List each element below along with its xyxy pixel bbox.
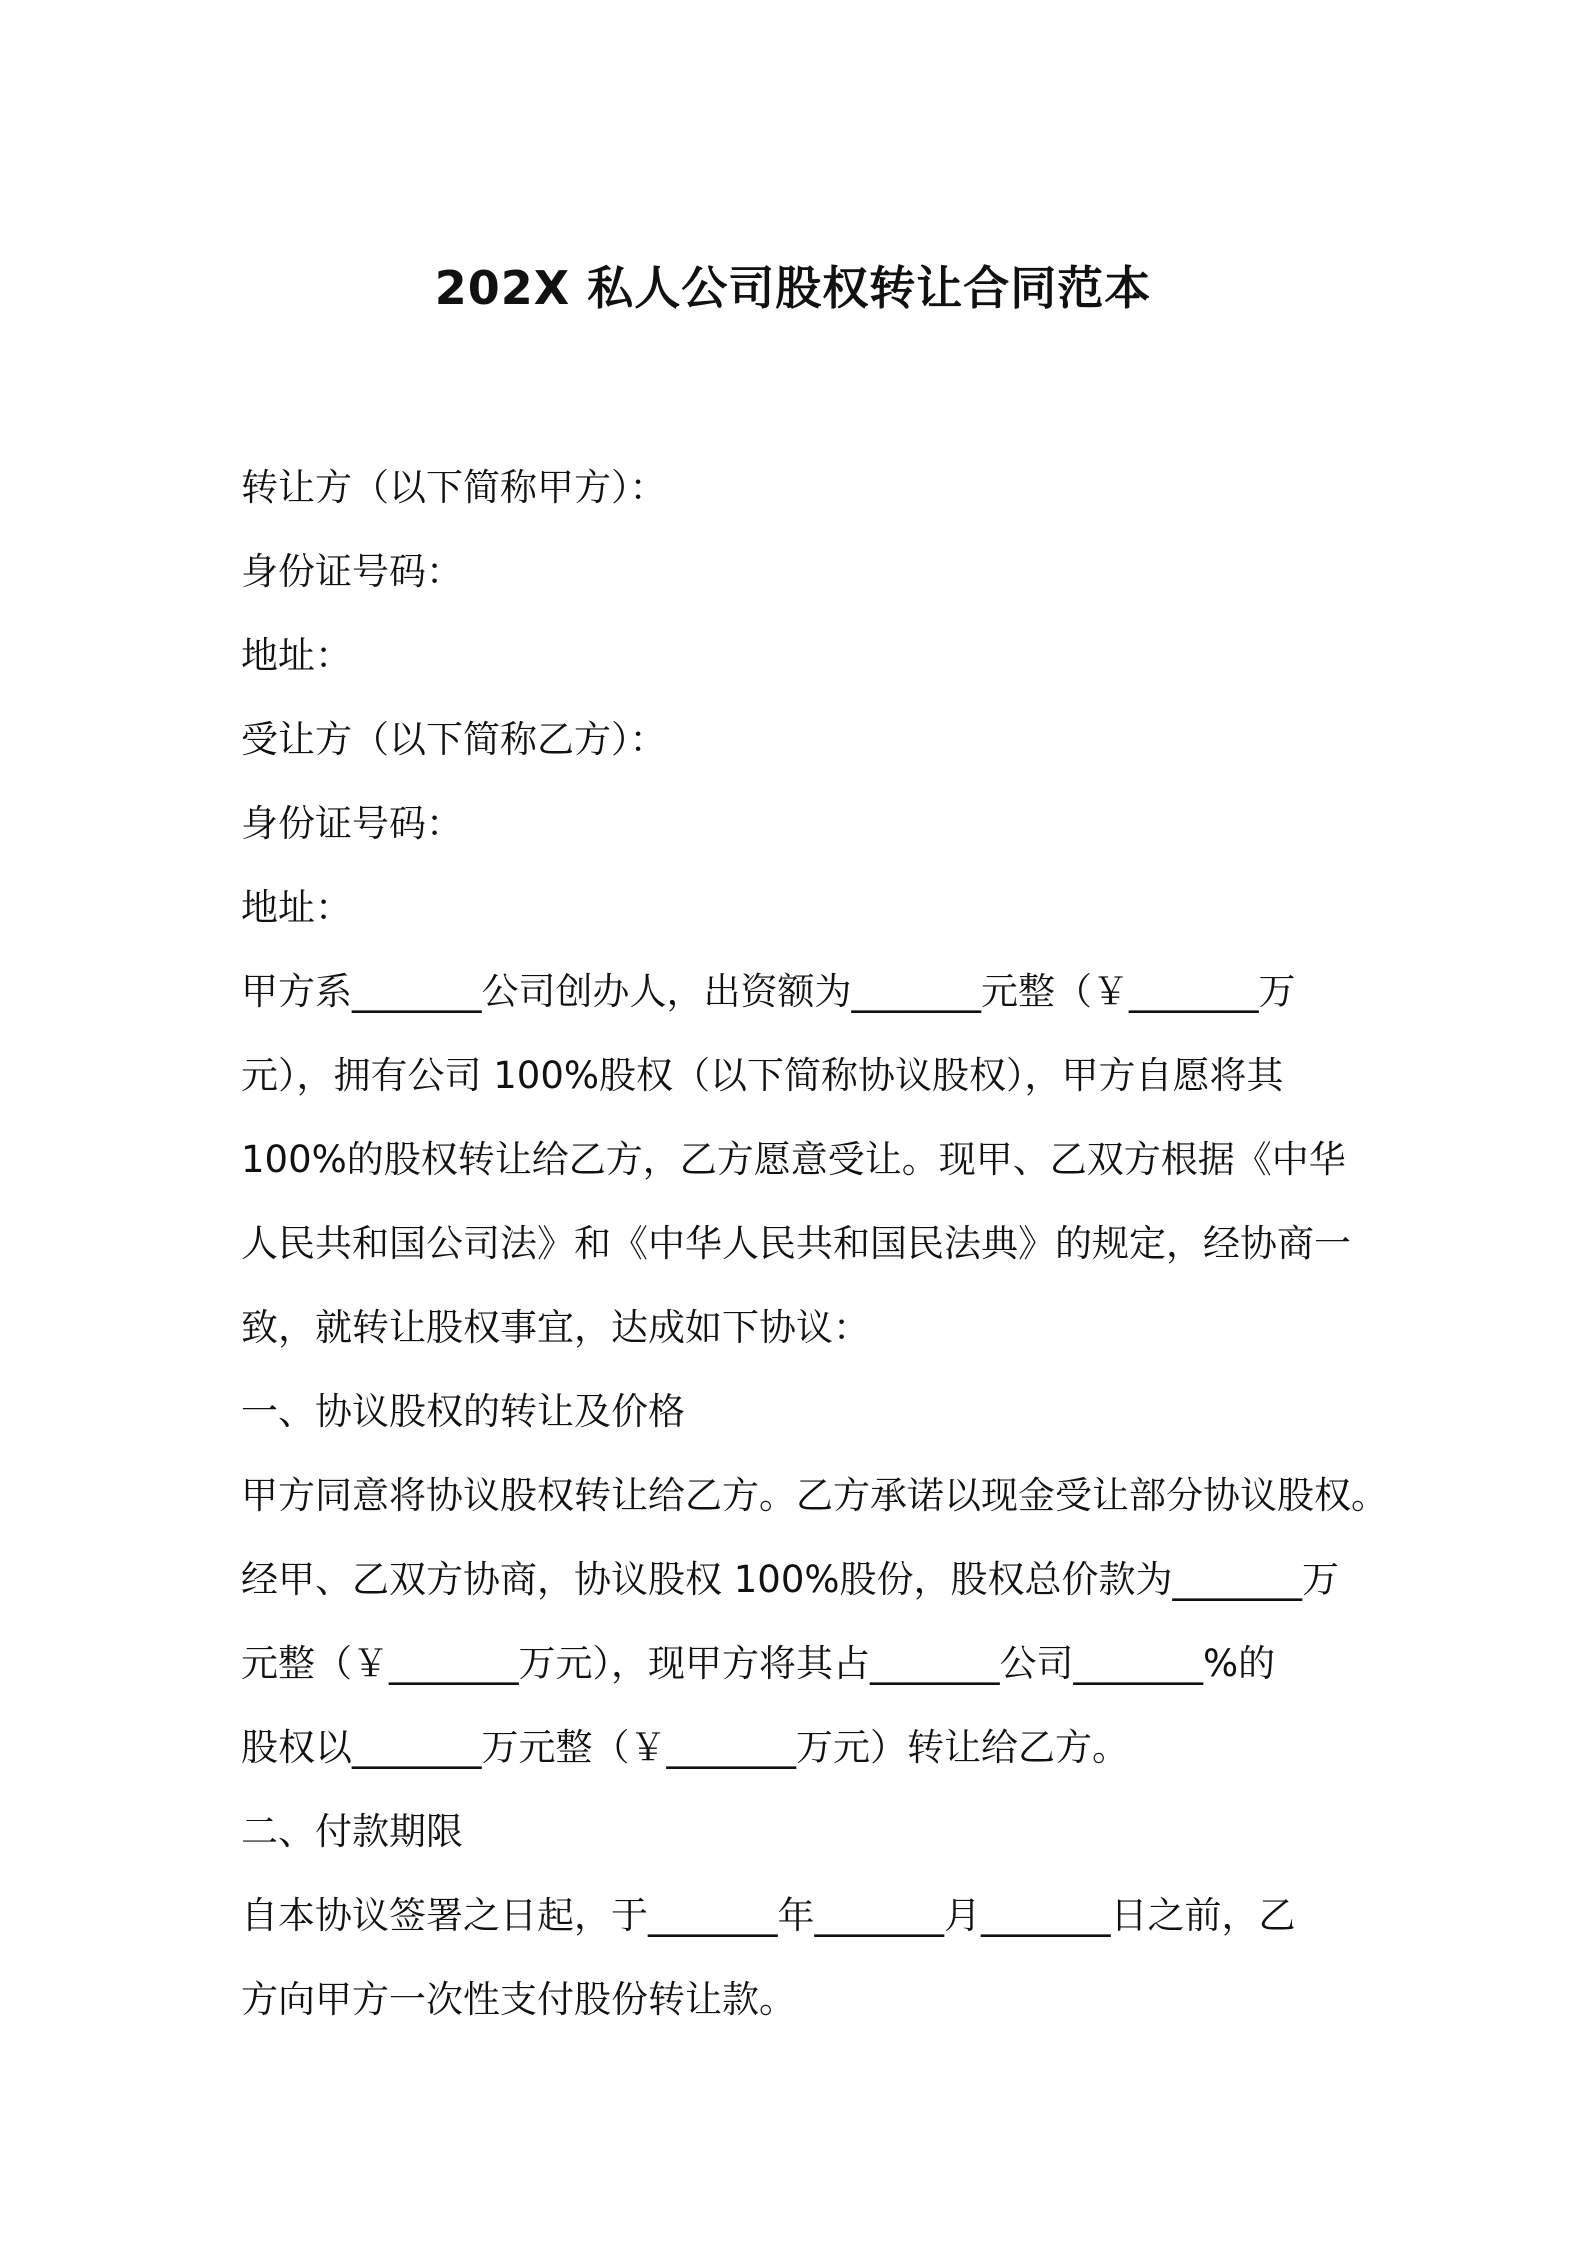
document-body <box>241 446 1388 2042</box>
section-heading-1: 一、协议股权的转让及价格 <box>241 1390 685 1433</box>
document-title: 202X 私人公司股权转让合同范本 <box>434 261 1152 315</box>
section-2-line: 方向甲方一次性支付股份转让款。 <box>241 1978 796 2021</box>
section-1-line: 元整（￥_______万元），现甲方将其占_______公司_______%的 <box>241 1642 1276 1685</box>
section-2-line: 自本协议签署之日起，于_______年_______月_______日之前，乙 <box>241 1894 1296 1937</box>
section-1-line: 甲方同意将协议股权转让给乙方。乙方承诺以现金受让部分协议股权。 <box>241 1474 1388 1517</box>
transferee-id-line: 身份证号码： <box>241 802 463 845</box>
transferor-line: 转让方（以下简称甲方）： <box>241 466 667 509</box>
preamble-line: 甲方系_______公司创办人，出资额为_______元整（￥_______万 <box>241 970 1296 1013</box>
preamble-line: 100%的股权转让给乙方，乙方愿意受让。现甲、乙双方根据《中华 <box>241 1138 1346 1181</box>
section-1-line: 股权以_______万元整（￥_______万元）转让给乙方。 <box>241 1726 1129 1769</box>
transferee-line: 受让方（以下简称乙方）： <box>241 718 667 761</box>
section-heading-2: 二、付款期限 <box>241 1810 463 1853</box>
preamble-line: 致，就转让股权事宜，达成如下协议： <box>241 1306 870 1349</box>
preamble-line: 人民共和国公司法》和《中华人民共和国民法典》的规定，经协商一 <box>241 1222 1351 1265</box>
transferee-address-line: 地址： <box>241 886 352 929</box>
transferor-id-line: 身份证号码： <box>241 550 463 593</box>
section-1-line: 经甲、乙双方协商，协议股权 100%股份，股权总价款为_______万 <box>241 1558 1340 1601</box>
transferor-address-line: 地址： <box>241 634 352 677</box>
preamble-line: 元），拥有公司 100%股权（以下简称协议股权），甲方自愿将其 <box>241 1054 1284 1097</box>
